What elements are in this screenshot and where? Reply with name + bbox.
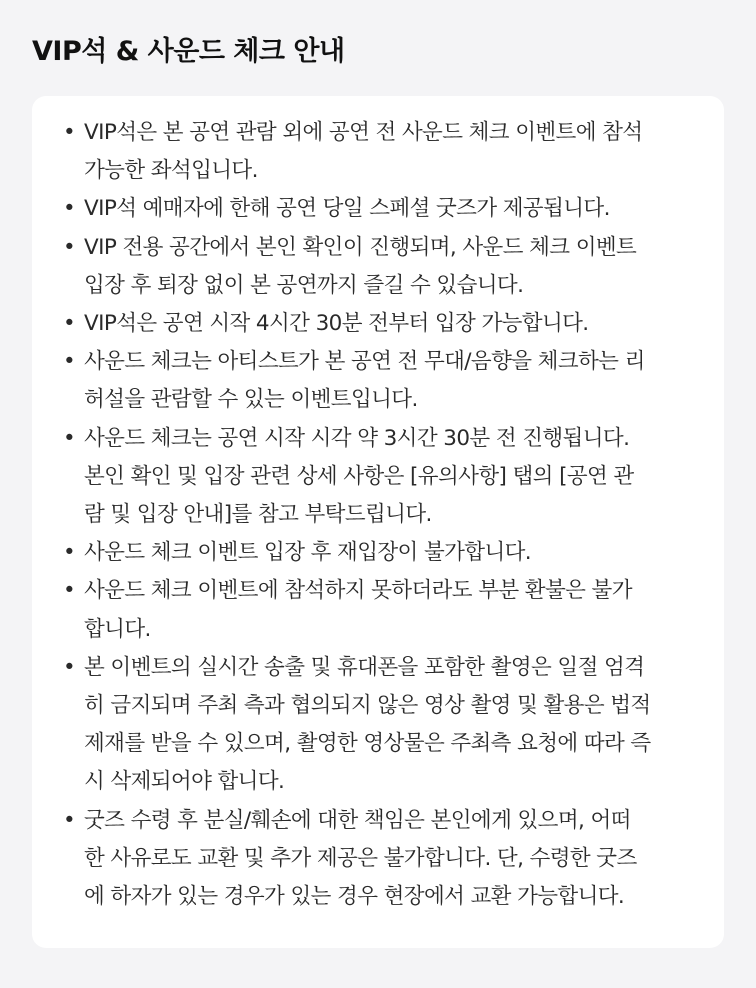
notice-item-text-line: 제재를 받을 수 있으며, 촬영한 영상물은 주최측 요청에 따라 즉 (84, 731, 651, 757)
notice-item (56, 534, 704, 572)
bullet-dot-icon: • (62, 234, 76, 260)
notice-item-text-line: 굿즈 수령 후 분실/훼손에 대한 책임은 본인에게 있으며, 어떠 (84, 807, 631, 833)
notice-item-text-line: 본인 확인 및 입장 관련 상세 사항은 [유의사항] 탭의 [공연 관 (84, 463, 634, 489)
notice-item-text-line: 사운드 체크는 아티스트가 본 공연 전 무대/음향을 체크하는 리 (84, 349, 645, 375)
notice-item-text-line: 시 삭제되어야 합니다. (84, 769, 285, 795)
notice-item-text-line: 사운드 체크 이벤트 입장 후 재입장이 불가합니다. (84, 540, 532, 566)
notice-item-text-line: 한 사유로도 교환 및 추가 제공은 불가합니다. 단, 수령한 굿즈 (84, 845, 637, 871)
notice-item-text-line: VIP 전용 공간에서 본인 확인이 진행되며, 사운드 체크 이벤트 (84, 234, 637, 260)
bullet-dot-icon: • (62, 349, 76, 375)
notice-item (56, 572, 704, 648)
notice-item (56, 649, 704, 802)
bullet-dot-icon: • (62, 425, 76, 451)
bullet-dot-icon: • (62, 807, 76, 833)
bullet-dot-icon: • (62, 540, 76, 566)
notice-item-text-line: 가능한 좌석입니다. (84, 158, 258, 184)
bullet-dot-icon: • (62, 311, 76, 337)
bullet-dot-icon: • (62, 120, 76, 145)
notice-item-text-line: 사운드 체크는 공연 시작 시각 약 3시간 30분 전 진행됩니다. (84, 425, 630, 451)
notice-item-text-line: VIP석 예매자에 한해 공연 당일 스페셜 굿즈가 제공됩니다. (84, 196, 610, 222)
notice-item (56, 305, 704, 343)
notice-item-text-line: 람 및 입장 안내]를 참고 부탁드립니다. (84, 502, 432, 528)
notice-item (56, 190, 704, 228)
bullet-dot-icon: • (62, 578, 76, 604)
notice-item (56, 343, 704, 419)
notice-item-text-line: VIP석은 공연 시작 4시간 30분 전부터 입장 가능합니다. (84, 311, 589, 337)
section-title: VIP석 & 사운드 체크 안내 (32, 36, 345, 67)
bullet-dot-icon: • (62, 196, 76, 222)
notice-item (56, 420, 704, 535)
notice-item-text-line: VIP석은 본 공연 관람 외에 공연 전 사운드 체크 이벤트에 참석 (84, 120, 643, 145)
notice-item (56, 229, 704, 305)
notice-item (56, 802, 704, 917)
notice-item-text-line: 에 하자가 있는 경우가 있는 경우 현장에서 교환 가능합니다. (84, 884, 625, 910)
notice-card (32, 96, 724, 948)
notice-item-text-line: 사운드 체크 이벤트에 참석하지 못하더라도 부분 환불은 불가 (84, 578, 632, 604)
notice-item-text-line: 합니다. (84, 616, 151, 642)
bullet-dot-icon: • (62, 654, 76, 680)
notice-item-text-line: 입장 후 퇴장 없이 본 공연까지 즐길 수 있습니다. (84, 272, 524, 298)
notice-item-text-line: 본 이벤트의 실시간 송출 및 휴대폰을 포함한 촬영은 일절 엄격 (84, 654, 645, 680)
notice-item-text-line: 히 금지되며 주최 측과 협의되지 않은 영상 촬영 및 활용은 법적 (84, 693, 651, 719)
notice-item (56, 114, 704, 190)
notice-list (56, 114, 704, 916)
notice-item-text-line: 허설을 관람할 수 있는 이벤트입니다. (84, 387, 418, 413)
